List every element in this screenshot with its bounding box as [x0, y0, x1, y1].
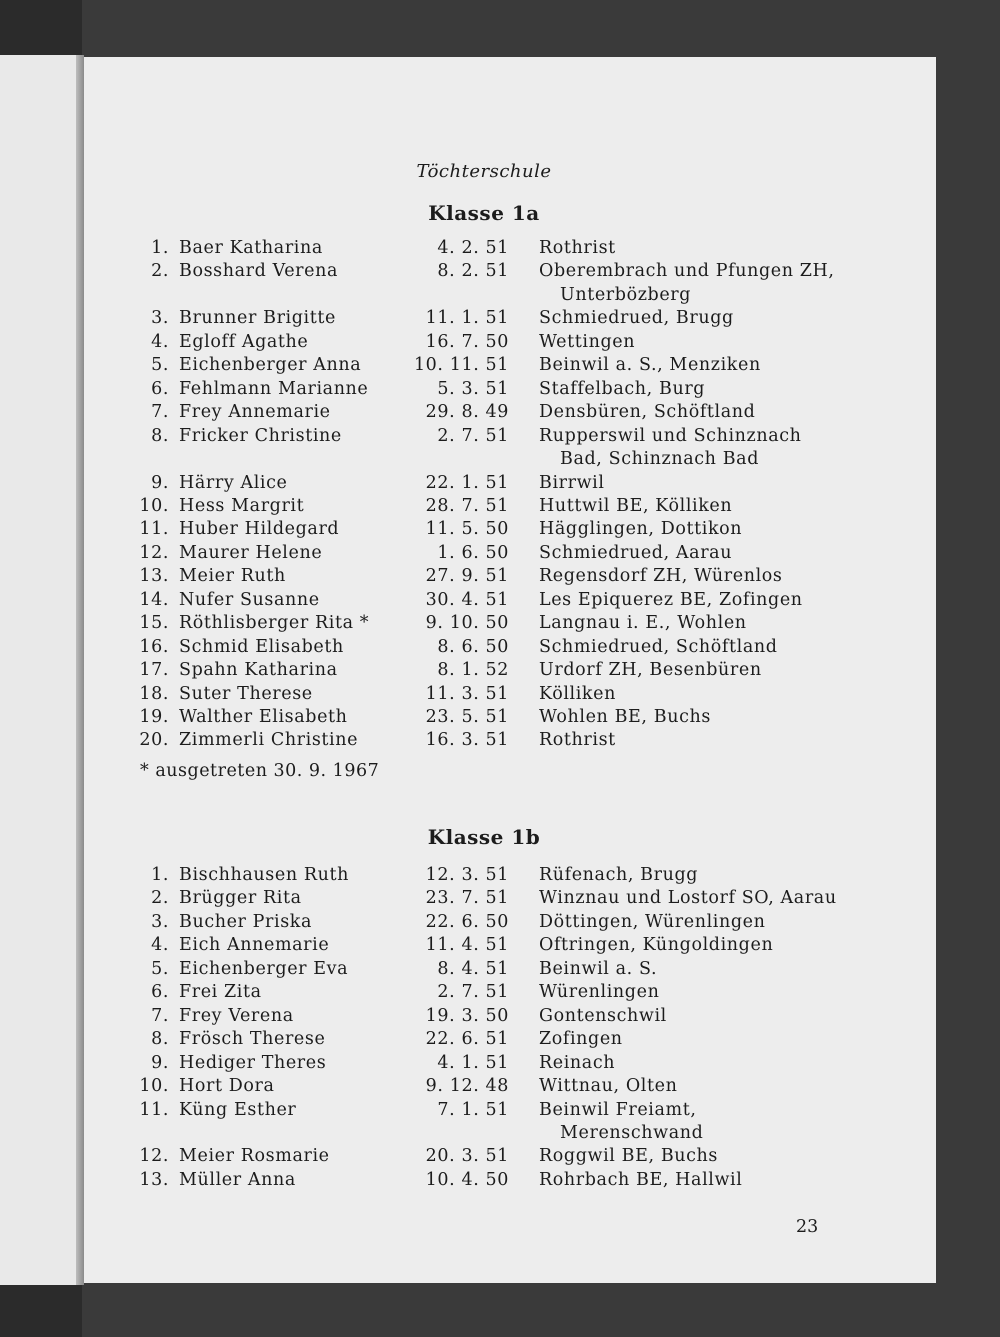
student-number: 15.: [139, 613, 169, 634]
student-name: Zimmerli Christine: [179, 730, 359, 751]
birth-date: 20. 3. 51: [425, 1146, 509, 1167]
birth-date: 11. 4. 51: [425, 935, 509, 956]
student-number: 7.: [151, 402, 169, 423]
student-number: 3.: [151, 911, 169, 932]
student-number: 10.: [139, 495, 169, 516]
birth-date: 4. 2. 51: [437, 238, 509, 258]
student-number: 8.: [151, 425, 169, 446]
birth-date: 1. 6. 50: [437, 542, 509, 563]
hometown: Urdorf ZH, Besenbüren: [539, 660, 762, 681]
student-row: [84, 495, 936, 518]
footnote: * ausgetreten 30. 9. 1967: [140, 761, 380, 781]
student-row: [84, 378, 936, 401]
student-row: [84, 518, 936, 541]
birth-date: 12. 3. 51: [425, 865, 509, 885]
student-number: 14.: [139, 589, 169, 610]
hometown: Beinwil Freiamt,: [539, 1099, 697, 1120]
hometown: Densbüren, Schöftland: [539, 402, 756, 423]
hometown: Rohrbach BE, Hallwil: [539, 1169, 743, 1190]
student-number: 8.: [151, 1029, 169, 1050]
student-number: 13.: [139, 566, 169, 587]
birth-date: 27. 9. 51: [425, 566, 509, 587]
student-number: 5.: [151, 355, 169, 376]
student-row: [84, 706, 936, 729]
student-number: 16.: [139, 636, 169, 657]
birth-date: 2. 7. 51: [437, 982, 509, 1003]
student-number: 6.: [151, 982, 169, 1003]
student-name: Fricker Christine: [179, 425, 342, 446]
birth-date: 29. 8. 49: [425, 402, 509, 423]
student-name: Schmid Elisabeth: [179, 636, 344, 657]
student-name: Bucher Priska: [179, 911, 313, 932]
student-name: Egloff Agathe: [179, 331, 309, 352]
student-name: Fehlmann Marianne: [179, 378, 369, 399]
student-name: Röthlisberger Rita *: [179, 613, 370, 634]
student-row: [84, 260, 936, 283]
hometown: Rothrist: [539, 238, 616, 258]
hometown: Wittnau, Olten: [539, 1076, 678, 1097]
birth-date: 16. 3. 51: [425, 730, 509, 751]
student-row: [84, 565, 936, 588]
student-name: Suter Therese: [179, 683, 313, 704]
hometown: Schmiedrued, Schöftland: [539, 636, 778, 657]
section-title: Töchterschule: [416, 161, 552, 182]
student-row: [84, 331, 936, 354]
student-number: 20.: [139, 730, 169, 751]
student-row: [84, 307, 936, 330]
student-name: Müller Anna: [179, 1169, 296, 1190]
previous-page-edge: [0, 55, 80, 1285]
birth-date: 9. 12. 48: [425, 1076, 509, 1097]
student-name: Küng Esther: [179, 1099, 297, 1120]
student-number: 12.: [139, 542, 169, 563]
birth-date: 22. 6. 51: [425, 1029, 509, 1050]
student-number: 1.: [151, 238, 169, 258]
birth-date: 22. 6. 50: [425, 911, 509, 932]
birth-date: 30. 4. 51: [425, 589, 509, 610]
student-row-continuation: [84, 448, 936, 471]
hometown: Birrwil: [539, 472, 605, 493]
birth-date: 10. 11. 51: [413, 355, 509, 376]
student-name: Frey Verena: [179, 1005, 294, 1026]
document-page: [84, 57, 936, 1283]
student-number: 3.: [151, 308, 169, 329]
student-name: Bosshard Verena: [179, 261, 339, 282]
student-number: 6.: [151, 378, 169, 399]
birth-date: 23. 5. 51: [425, 707, 509, 727]
student-row: [84, 237, 936, 260]
student-row: [84, 934, 936, 957]
hometown: Huttwil BE, Kölliken: [539, 495, 733, 516]
student-name: Brunner Brigitte: [179, 308, 336, 329]
student-number: 7.: [151, 1005, 169, 1026]
student-row: [84, 683, 936, 706]
hometown: Oberembrach und Pfungen ZH,: [539, 261, 835, 282]
student-number: 2.: [151, 261, 169, 282]
birth-date: 11. 5. 50: [425, 519, 509, 540]
hometown: Rüfenach, Brugg: [539, 865, 699, 885]
student-row: [84, 958, 936, 981]
hometown-continuation: Bad, Schinznach Bad: [560, 449, 760, 470]
hometown: Wettingen: [539, 331, 636, 352]
birth-date: 8. 1. 52: [437, 660, 509, 681]
hometown: Kölliken: [539, 683, 616, 704]
student-number: 11.: [139, 519, 169, 540]
student-row: [84, 911, 936, 934]
student-number: 10.: [139, 1076, 169, 1097]
student-row: [84, 1169, 936, 1192]
student-name: Härry Alice: [179, 472, 288, 493]
birth-date: 8. 4. 51: [437, 958, 509, 979]
student-number: 13.: [139, 1169, 169, 1190]
student-name: Spahn Katharina: [179, 660, 338, 681]
student-row: [84, 589, 936, 612]
student-name: Baer Katharina: [179, 238, 323, 258]
student-number: 17.: [139, 660, 169, 681]
student-row: [84, 729, 936, 752]
student-row: [84, 1145, 936, 1168]
hometown: Gontenschwil: [539, 1005, 667, 1026]
student-number: 9.: [151, 472, 169, 493]
student-name: Walther Elisabeth: [179, 707, 348, 727]
student-number: 9.: [151, 1052, 169, 1073]
hometown: Hägglingen, Dottikon: [539, 519, 743, 540]
student-row: [84, 612, 936, 635]
student-name: Hort Dora: [179, 1076, 275, 1097]
student-row: [84, 354, 936, 377]
hometown: Zofingen: [539, 1029, 623, 1050]
student-row: [84, 1052, 936, 1075]
student-row: [84, 981, 936, 1004]
student-number: 4.: [151, 331, 169, 352]
student-row: [84, 659, 936, 682]
student-number: 18.: [139, 683, 169, 704]
birth-date: 28. 7. 51: [425, 495, 509, 516]
student-number: 11.: [139, 1099, 169, 1120]
student-row: [84, 1099, 936, 1122]
student-row: [84, 1075, 936, 1098]
student-name: Maurer Helene: [179, 542, 323, 563]
student-name: Hediger Theres: [179, 1052, 327, 1073]
birth-date: 7. 1. 51: [437, 1099, 509, 1120]
hometown: Reinach: [539, 1052, 616, 1073]
birth-date: 4. 1. 51: [437, 1052, 509, 1073]
student-number: 19.: [139, 707, 169, 727]
hometown-continuation: Unterbözberg: [560, 284, 692, 305]
hometown: Würenlingen: [539, 982, 660, 1003]
hometown: Regensdorf ZH, Würenlos: [539, 566, 783, 587]
student-row: [84, 425, 936, 448]
student-name: Huber Hildegard: [179, 519, 340, 540]
student-name: Frei Zita: [179, 982, 262, 1003]
hometown: Staffelbach, Burg: [539, 378, 706, 399]
student-name: Bischhausen Ruth: [179, 865, 350, 885]
class-heading: Klasse 1b: [427, 825, 541, 849]
student-number: 2.: [151, 888, 169, 909]
student-number: 1.: [151, 865, 169, 885]
student-name: Meier Rosmarie: [179, 1146, 330, 1167]
birth-date: 11. 3. 51: [425, 683, 509, 704]
student-number: 4.: [151, 935, 169, 956]
student-row: [84, 864, 936, 887]
student-name: Eich Annemarie: [179, 935, 330, 956]
student-name: Eichenberger Eva: [179, 958, 349, 979]
book-spine: [76, 55, 84, 1285]
student-row: [84, 542, 936, 565]
student-name: Meier Ruth: [179, 566, 286, 587]
hometown: Les Epiquerez BE, Zofingen: [539, 589, 803, 610]
hometown: Rupperswil und Schinznach: [539, 425, 802, 446]
hometown: Oftringen, Küngoldingen: [539, 935, 774, 956]
birth-date: 9. 10. 50: [425, 613, 509, 634]
student-number: 12.: [139, 1146, 169, 1167]
student-row: [84, 1028, 936, 1051]
birth-date: 5. 3. 51: [437, 378, 509, 399]
student-row-continuation: [84, 284, 936, 307]
student-name: Hess Margrit: [179, 495, 305, 516]
hometown: Langnau i. E., Wohlen: [539, 613, 747, 634]
hometown: Winznau und Lostorf SO, Aarau: [539, 888, 837, 909]
student-name: Eichenberger Anna: [179, 355, 362, 376]
student-row-continuation: [84, 1122, 936, 1145]
student-name: Frösch Therese: [179, 1029, 326, 1050]
page-number: 23: [796, 1217, 819, 1237]
student-row: [84, 401, 936, 424]
birth-date: 2. 7. 51: [437, 425, 509, 446]
student-row: [84, 636, 936, 659]
class-heading: Klasse 1a: [428, 201, 540, 225]
student-row: [84, 472, 936, 495]
hometown: Roggwil BE, Buchs: [539, 1146, 718, 1167]
student-number: 5.: [151, 958, 169, 979]
hometown: Schmiedrued, Aarau: [539, 542, 733, 563]
student-name: Frey Annemarie: [179, 402, 331, 423]
hometown: Beinwil a. S.: [539, 958, 658, 979]
student-row: [84, 1005, 936, 1028]
birth-date: 16. 7. 50: [425, 331, 509, 352]
hometown: Döttingen, Würenlingen: [539, 911, 766, 932]
birth-date: 8. 2. 51: [437, 261, 509, 282]
hometown: Beinwil a. S., Menziken: [539, 355, 761, 376]
student-name: Brügger Rita: [179, 888, 302, 909]
birth-date: 11. 1. 51: [425, 308, 509, 329]
birth-date: 22. 1. 51: [425, 472, 509, 493]
hometown: Wohlen BE, Buchs: [539, 707, 711, 727]
student-row: [84, 887, 936, 910]
birth-date: 19. 3. 50: [425, 1005, 509, 1026]
birth-date: 8. 6. 50: [437, 636, 509, 657]
birth-date: 10. 4. 50: [425, 1169, 509, 1190]
hometown: Rothrist: [539, 730, 616, 751]
hometown-continuation: Merenschwand: [560, 1122, 704, 1143]
student-name: Nufer Susanne: [179, 589, 320, 610]
birth-date: 23. 7. 51: [425, 888, 509, 909]
hometown: Schmiedrued, Brugg: [539, 308, 734, 329]
